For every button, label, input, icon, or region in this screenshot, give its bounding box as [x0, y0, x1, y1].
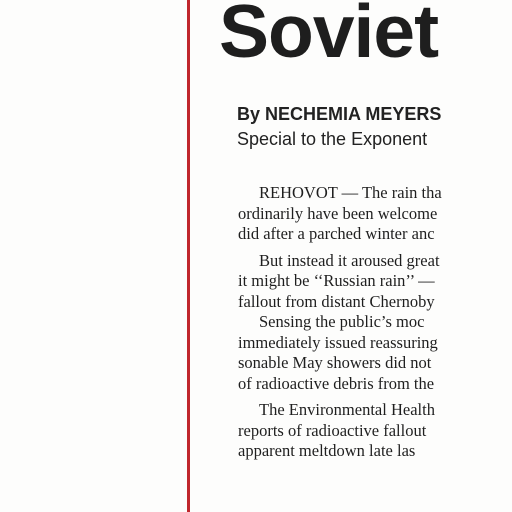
- text-line: apparent meltdown late las: [238, 441, 416, 460]
- text-line: But instead it aroused great: [259, 250, 440, 270]
- text-line: ordinarily have been welcome: [238, 203, 438, 223]
- headline: Soviet: [219, 0, 439, 73]
- text-line: it might be ‘‘Russian rain’’ —: [238, 271, 435, 290]
- paragraph: [238, 400, 512, 462]
- paragraph: [238, 183, 512, 245]
- paragraph: [238, 312, 512, 394]
- article-body: [238, 183, 512, 462]
- text-line: reports of radioactive fallout: [238, 420, 427, 440]
- text-line: of radioactive debris from the: [238, 373, 435, 393]
- column-divider-rule: [187, 0, 190, 512]
- text-line: Sensing the public’s moc: [259, 312, 425, 331]
- text-line: The Environmental Health: [259, 400, 435, 419]
- text-line: sonable May showers did not: [238, 353, 432, 372]
- text-line: fallout from distant Chernoby: [238, 291, 435, 311]
- text-line: did after a parched winter anc: [238, 224, 435, 243]
- text-line: immediately issued reassuring: [238, 332, 438, 352]
- text-line: REHOVOT — The rain tha: [259, 183, 442, 202]
- credit-line: Special to the Exponent: [237, 129, 428, 149]
- byline: By NECHEMIA MEYERS: [237, 104, 442, 124]
- paragraph: [238, 251, 512, 313]
